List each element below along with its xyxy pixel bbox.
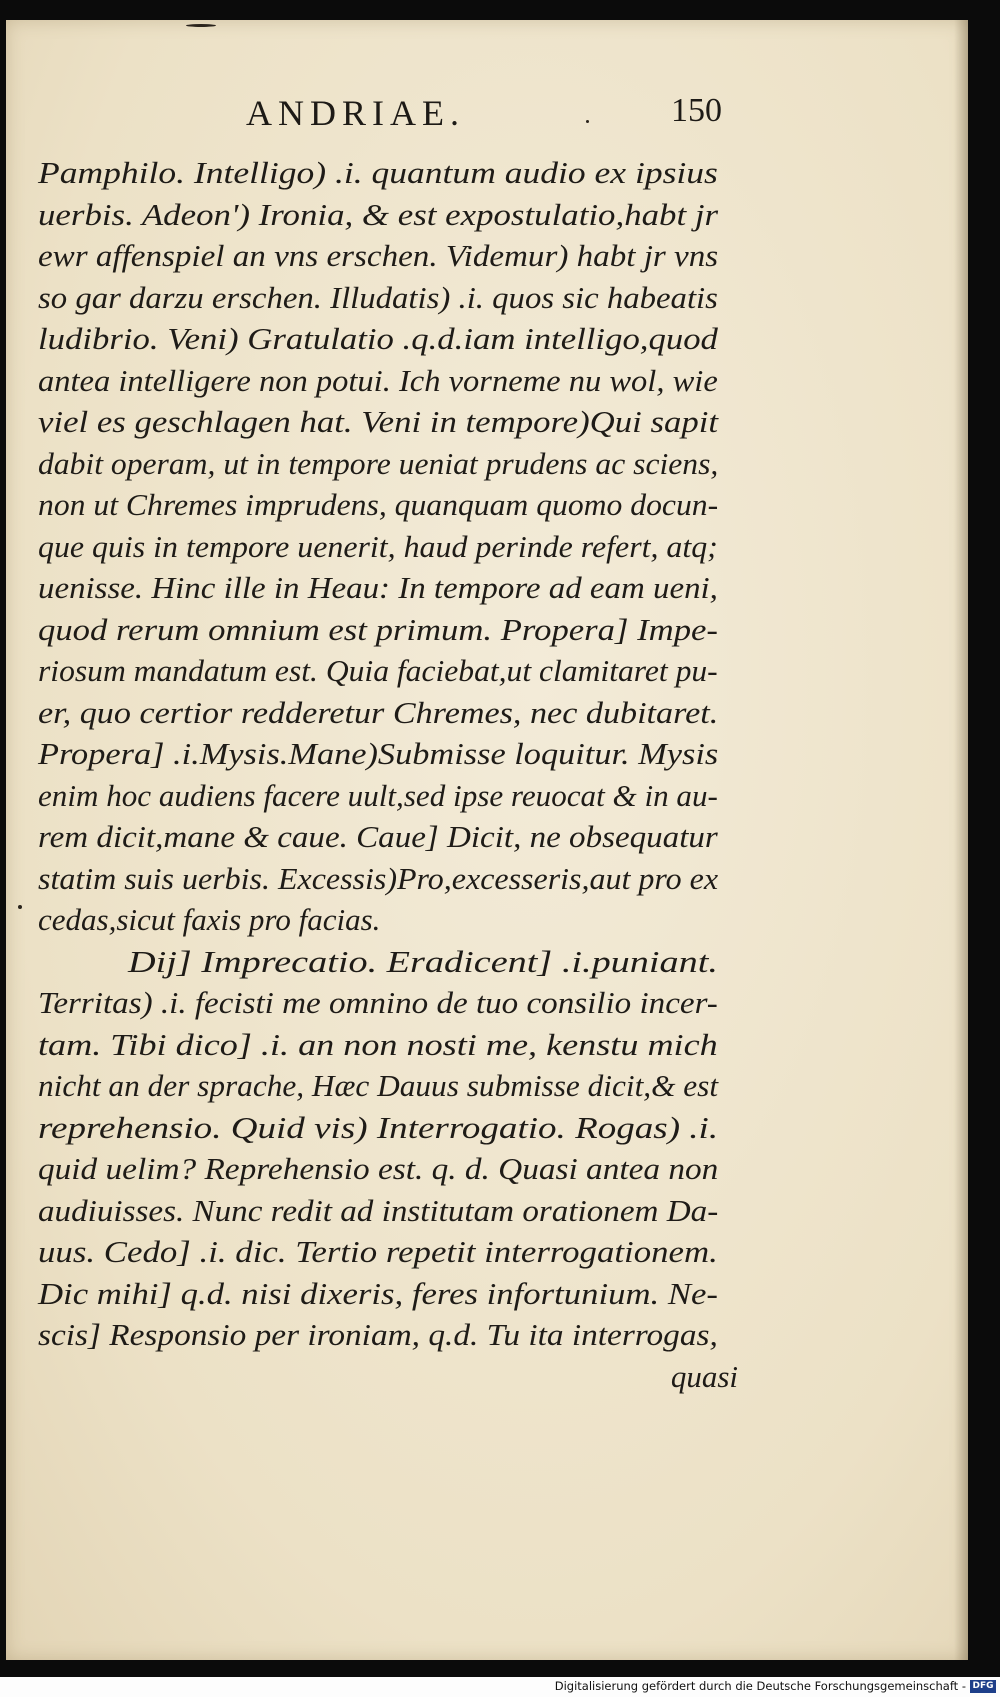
text-line	[38, 567, 738, 609]
text-line-content: ewr affenspiel an vns erschen. Videmur) habt jr vns	[38, 238, 719, 273]
text-line	[38, 650, 738, 692]
text-line	[38, 1231, 738, 1273]
text-line-content: statim suis uerbis. Excessis)Pro,excesseris,aut pro ex	[38, 860, 719, 896]
text-line	[38, 1273, 738, 1315]
text-line-content: Pamphilo. Intelligo) .i. quantum audio ex ipsius	[38, 155, 718, 190]
catchword: quasi	[670, 1358, 738, 1394]
text-line	[38, 1107, 738, 1149]
ink-mark	[586, 120, 589, 123]
text-line-content: Propera] .i.Mysis.Mane)Submisse loquitur. Mysis	[38, 736, 719, 771]
text-line-content: quid uelim? Reprehensio est. q. d. Quasi antea non	[38, 1151, 719, 1186]
text-line	[38, 277, 738, 319]
text-line-content: quod rerum omnium est primum. Propera] Impe-	[38, 611, 718, 647]
text-line	[38, 443, 738, 485]
text-line-content: audiuisses. Nunc redit ad institutam orationem Da-	[38, 1192, 719, 1228]
text-line-content: rem dicit,mane & caue. Caue] Dicit, ne obsequatur	[38, 819, 718, 854]
text-line-content: riosum mandatum est. Quia faciebat,ut clamitaret pu-	[38, 653, 718, 688]
text-line-content: non ut Chremes imprudens, quanquam quomo docun-	[38, 487, 719, 522]
text-line	[38, 982, 738, 1024]
digitization-footer	[0, 1677, 1000, 1697]
text-line-content: Territas) .i. fecisti me omnino de tuo consilio incer-	[38, 985, 718, 1020]
text-line-content: uenisse. Hinc ille in Heau: In tempore ad eam ueni,	[38, 570, 718, 605]
text-line	[38, 609, 738, 651]
text-line-content: tam. Tibi dico] .i. an non nosti me, kenstu mich	[38, 1026, 718, 1062]
text-line-content: Dij] Imprecatio. Eradicent] .i.puniant.	[128, 943, 718, 979]
text-line-content: ludibrio. Veni) Gratulatio .q.d.iam intelligo,quod	[38, 321, 718, 356]
text-line	[38, 816, 738, 858]
commentary-text	[38, 152, 738, 1397]
text-line-content: que quis in tempore uenerit, haud perinde refert, atq;	[38, 528, 718, 564]
text-line-content: so gar darzu erschen. Illudatis) .i. quos sic habeatis	[38, 279, 718, 315]
text-line	[38, 194, 738, 236]
text-line	[38, 235, 738, 277]
text-line	[38, 775, 738, 817]
text-line	[38, 899, 738, 941]
text-line-content: antea intelligere non potui. Ich vorneme nu wol, wie	[38, 362, 718, 398]
text-line	[38, 401, 738, 443]
text-line-content: reprehensio. Quid vis) Interrogatio. Rogas) .i.	[38, 1109, 719, 1145]
book-page	[6, 20, 968, 1660]
running-head: ANDRIAE.	[246, 93, 465, 133]
text-line	[38, 1148, 738, 1190]
text-line	[38, 941, 738, 983]
text-line	[38, 1065, 738, 1107]
text-line	[38, 1190, 738, 1232]
page-header	[6, 92, 968, 142]
text-line-content: viel es geschlagen hat. Veni in tempore)Qui sapit	[38, 404, 719, 439]
text-line	[38, 318, 738, 360]
text-line-content: enim hoc audiens facere uult,sed ipse reuocat & in au-	[38, 777, 718, 813]
text-line	[38, 484, 738, 526]
text-line	[38, 1314, 738, 1356]
text-line	[38, 733, 738, 775]
funding-credit: Digitalisierung gefördert durch die Deutsche Forschungsgemeinschaft -	[554, 1679, 966, 1693]
text-line-content: uerbis. Adeon') Ironia, & est expostulatio,habt jr	[38, 196, 719, 232]
text-line-content: Dic mihi] q.d. nisi dixeris, feres infortunium. Ne-	[38, 1275, 718, 1311]
ink-mark	[186, 24, 216, 27]
text-line-content: er, quo certior redderetur Chremes, nec dubitaret.	[38, 694, 719, 730]
text-line-content: dabit operam, ut in tempore ueniat prudens ac sciens,	[38, 445, 719, 481]
text-line	[38, 526, 738, 568]
text-line	[38, 1024, 738, 1066]
text-line-content: nicht an der sprache, Hæc Dauus submisse dicit,& est	[38, 1068, 719, 1103]
text-line-content: scis] Responsio per ironiam, q.d. Tu ita interrogas,	[38, 1317, 718, 1352]
text-line	[38, 152, 738, 194]
text-line	[38, 360, 738, 402]
text-line-content: cedas,sicut faxis pro facias.	[38, 902, 381, 937]
ink-mark	[18, 905, 22, 909]
text-line	[38, 858, 738, 900]
text-line	[38, 692, 738, 734]
text-line-content: uus. Cedo] .i. dic. Tertio repetit interrogationem.	[38, 1234, 718, 1269]
page-number: 150	[671, 92, 722, 129]
dfg-logo: DFG	[970, 1680, 996, 1693]
